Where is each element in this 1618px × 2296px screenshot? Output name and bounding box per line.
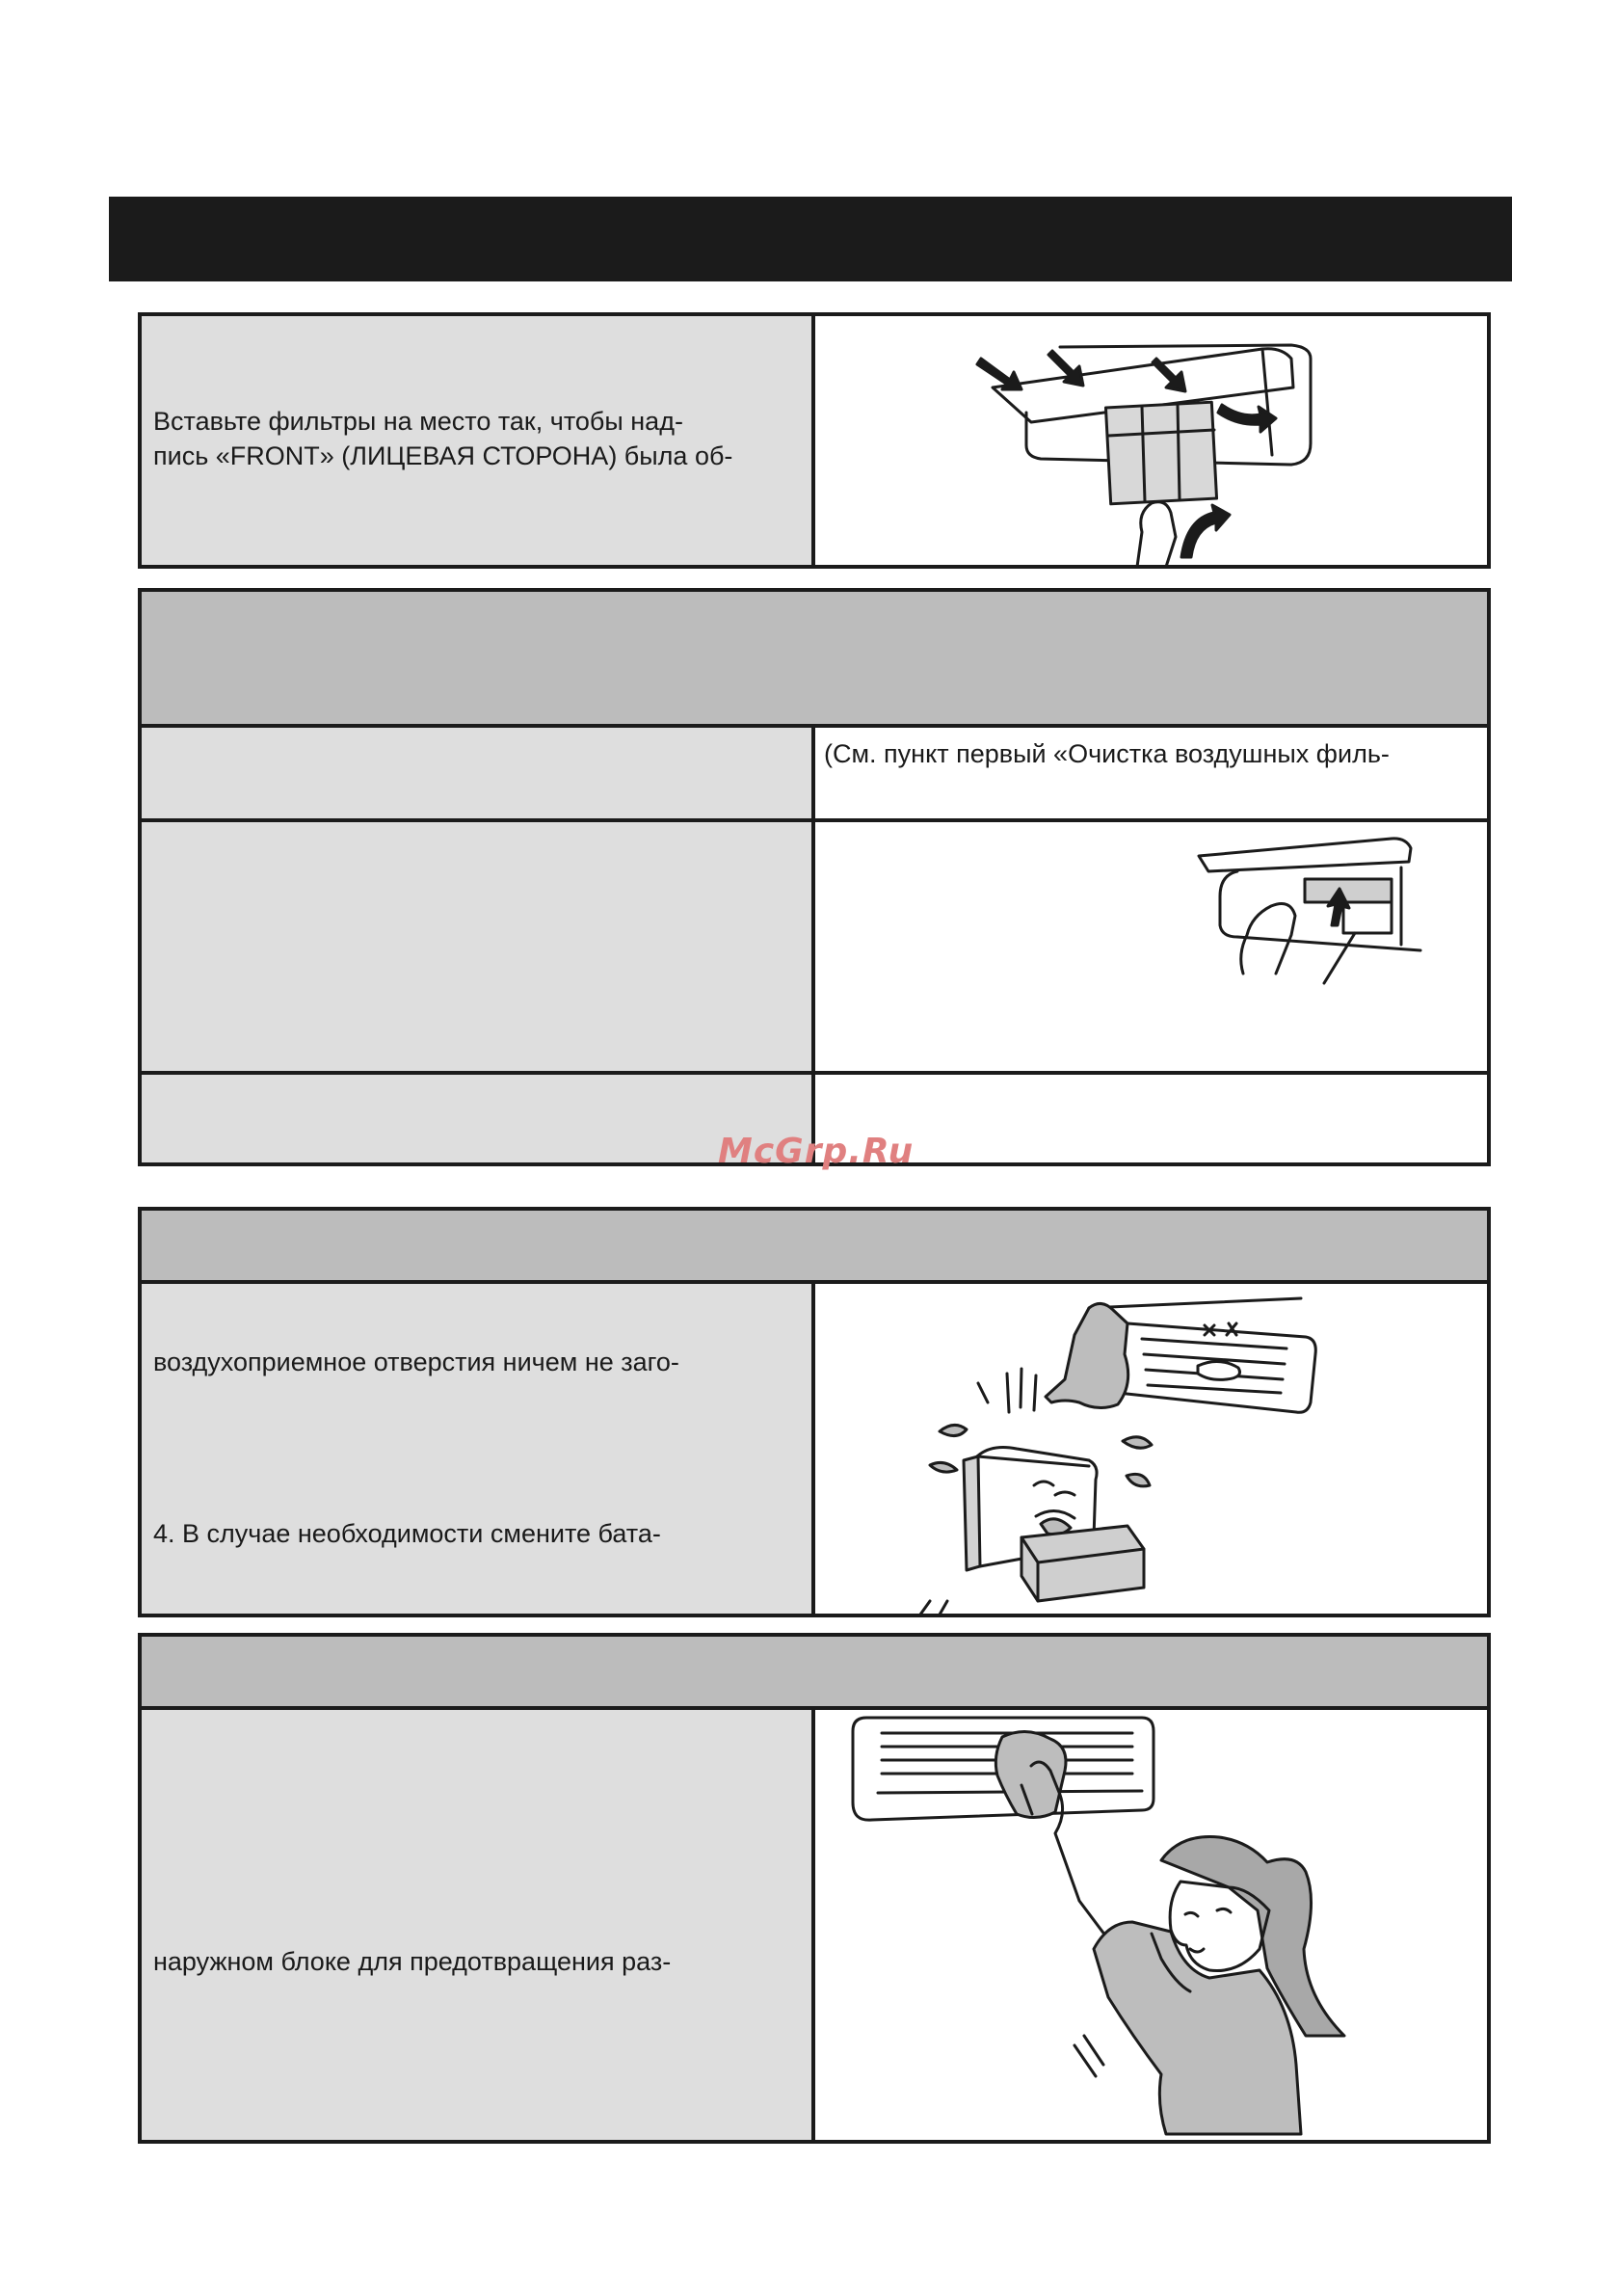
section-3-text-cell	[142, 1284, 811, 1614]
section-1-line-1: Вставьте фильтры на место так, чтобы над-	[153, 407, 683, 436]
divider	[811, 724, 815, 1166]
section-3-title-band	[142, 1211, 1487, 1280]
cleaning-unit-illustration	[843, 1718, 1354, 2134]
divider	[811, 1280, 815, 1617]
section-4-text-cell	[142, 1710, 811, 2140]
divider	[811, 312, 815, 569]
section-4-title-band	[142, 1637, 1487, 1706]
section-2-row-1-right-text: (См. пункт первый «Очистка воздушных филь-	[824, 739, 1390, 768]
blocked-outlet-illustration	[920, 1296, 1335, 1605]
section-1-line-2: пись «FRONT» (ЛИЦЕВАЯ СТОРОНА) была об-	[153, 441, 733, 470]
deodorizing-filter-illustration	[1199, 829, 1430, 983]
section-2-row-2-left	[142, 822, 811, 1071]
section-2-title-band	[142, 592, 1487, 724]
section-4-line-1: наружном блоке для предотвращения раз-	[153, 1947, 672, 1976]
section-3-line-1: воздухоприемное отверстия ничем не заго-	[153, 1348, 679, 1376]
divider	[811, 1706, 815, 2144]
section-3-line-2: 4. В случае необходимости смените бата-	[153, 1519, 661, 1548]
header-bar	[109, 197, 1512, 281]
watermark-text: McGrp.Ru	[718, 1132, 915, 1171]
section-2-row-3-left	[142, 1075, 811, 1162]
filter-insert-illustration	[973, 330, 1320, 567]
section-2-row-1-left	[142, 728, 811, 818]
